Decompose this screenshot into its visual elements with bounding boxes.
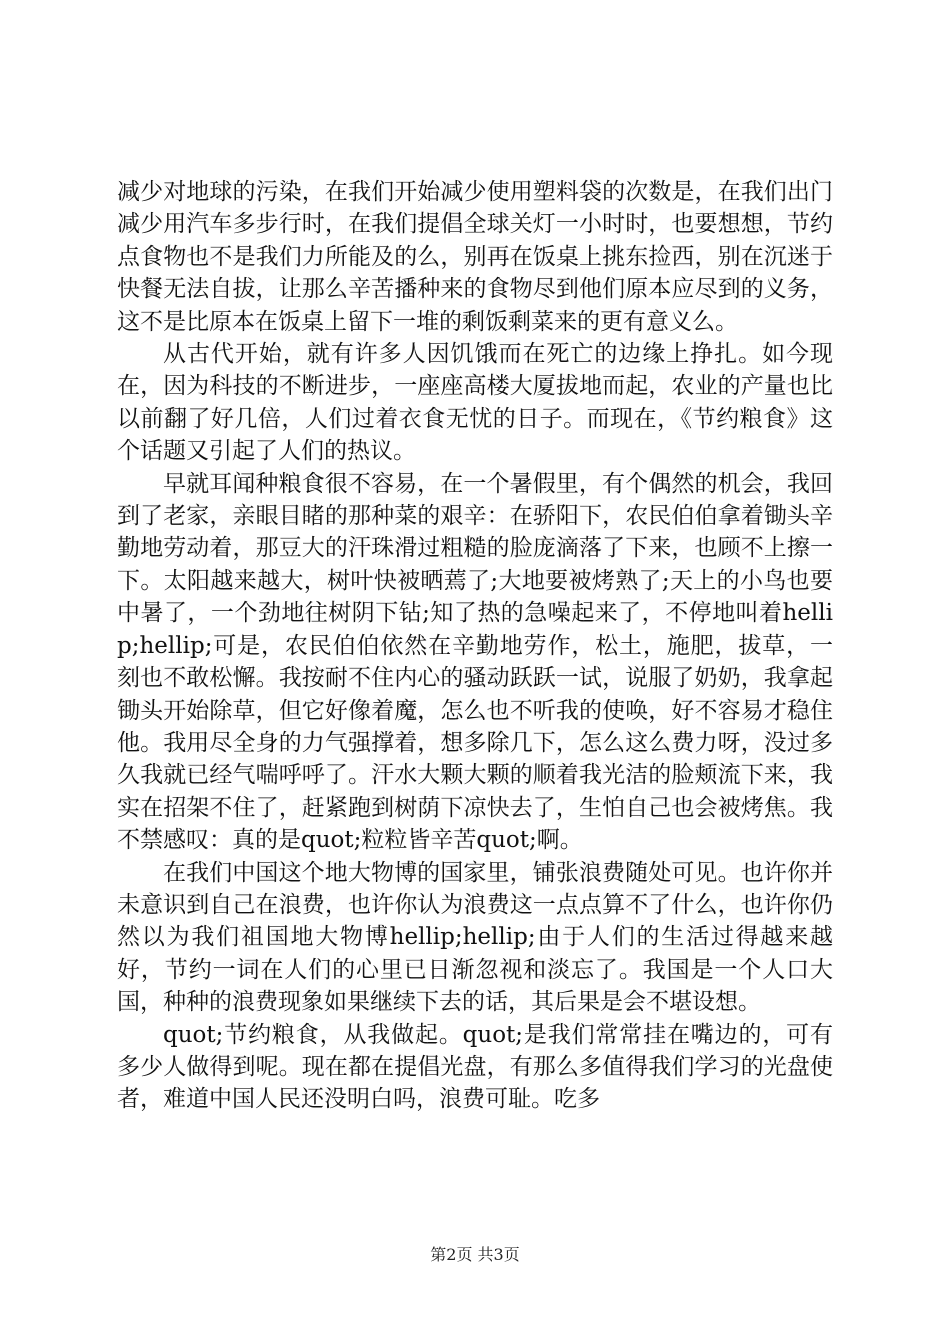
paragraph: 在我们中国这个地大物博的国家里，铺张浪费随处可见。也许你并未意识到自己在浪费，也许你认为浪费这一点点算不了什么，也许你仍然以为我们祖国地大物博hellip;hellip;由于人们的生活过得越来越好，节约一词在人们的心里已日渐忽视和淡忘了。我国是一个人口大国，种种的浪费现象如果继续下去的话，其后果是会不堪设想。 (117, 859, 833, 1016)
page-footer: 第2页 共3页 (430, 1245, 520, 1264)
paragraph: 早就耳闻种粮食很不容易，在一个暑假里，有个偶然的机会，我回到了老家，亲眼目睹的那种菜的艰辛：在骄阳下，农民伯伯拿着锄头辛勤地劳动着，那豆大的汗珠滑过粗糙的脸庞滴落了下来，也顾不上擦一下。太阳越来越大，树叶快被晒蔫了;大地要被烤熟了;天上的小鸟也要中暑了，一个劲地往树阴下钻;知了热的急噪起来了，不停地叫着hellip;hellip;可是，农民伯伯依然在辛勤地劳作，松土，施肥，拔草，一刻也不敢松懈。我按耐不住内心的骚动跃跃一试，说服了奶奶，我拿起锄头开始除草，但它好像着魔，怎么也不听我的使唤，好不容易才稳住他。我用尽全身的力气强撑着，想多除几下，怎么这么费力呀，没过多久我就已经气喘呼呼了。汗水大颗大颗的顺着我光洁的脸颊流下来，我实在招架不住了，赶紧跑到树荫下凉快去了，生怕自己也会被烤焦。我不禁感叹：真的是quot;粒粒皆辛苦quot;啊。 (117, 470, 833, 854)
paragraph-continued: 减少对地球的污染，在我们开始减少使用塑料袋的次数是，在我们出门减少用汽车多步行时，在我们提倡全球关灯一小时时，也要想想，节约点食物也不是我们力所能及的么，别再在饭桌上挑东捡西，别在沉迷于快餐无法自拔，让那么辛苦播种来的食物尽到他们原本应尽到的义务，这不是比原本在饭桌上留下一堆的剩饭剩菜来的更有意义么。 (117, 179, 833, 335)
body-text (117, 176, 833, 1116)
paragraph: 从古代开始，就有许多人因饥饿而在死亡的边缘上挣扎。如今现在，因为科技的不断进步，一座座高楼大厦拔地而起，农业的产量也比以前翻了好几倍，人们过着衣食无忧的日子。而现在，《节约粮食》这个话题又引起了人们的热议。 (117, 341, 833, 465)
paragraph: quot;节约粮食，从我做起。quot;是我们常常挂在嘴边的，可有多少人做得到呢。现在都在提倡光盘，有那么多值得我们学习的光盘使者，难道中国人民还没明白吗，浪费可耻。吃多 (117, 1021, 833, 1113)
